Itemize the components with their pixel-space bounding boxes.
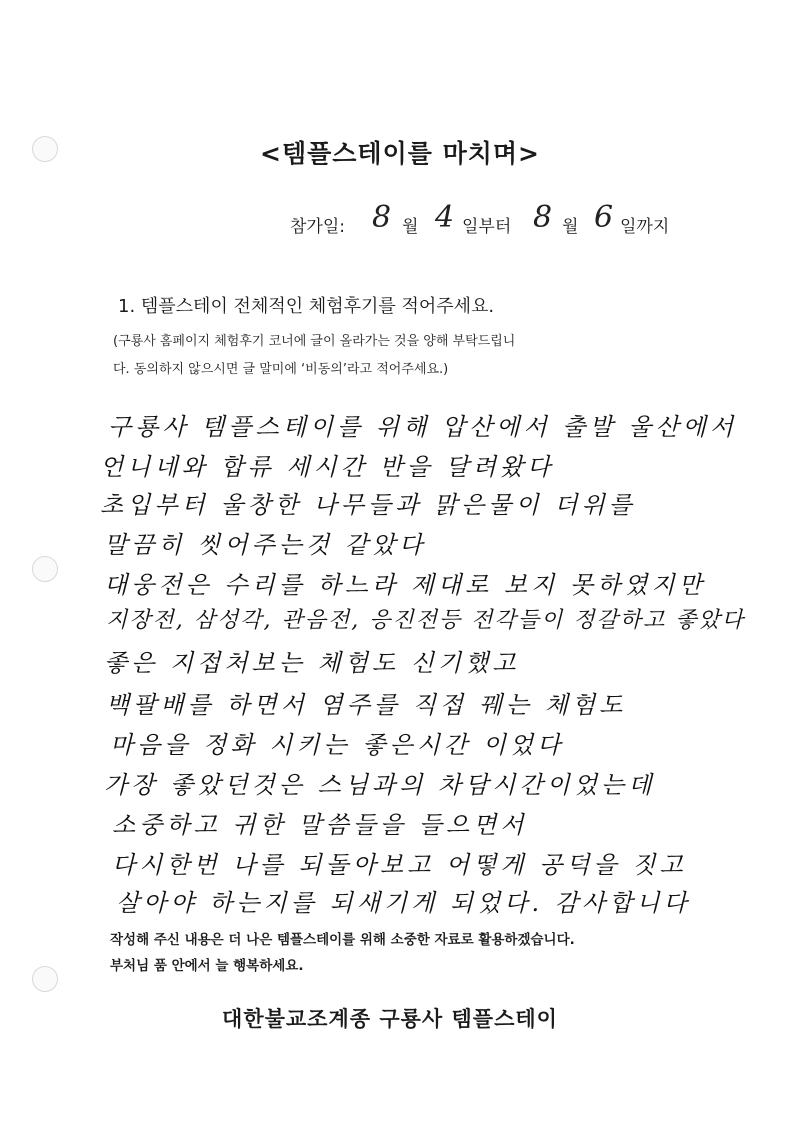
footer-line-2: 부처님 품 안에서 늘 행복하세요. <box>110 958 304 974</box>
handwritten-line: 마음을 정화 시키는 좋은시간 이었다 <box>110 731 565 759</box>
handwritten-line: 살아야 하는지를 되새기게 되었다. 감사합니다 <box>116 889 691 917</box>
handwritten-line: 말끔히 씻어주는것 같았다 <box>104 531 427 559</box>
page-title: <템플스테이를 마치며> <box>260 139 540 168</box>
handwritten-line: 소중하고 귀한 말씀들을 들으면서 <box>112 811 528 839</box>
handwritten-line: 언니네와 합류 세시간 반을 달려왔다 <box>100 453 555 481</box>
footer-line-1: 작성해 주신 내용은 더 나은 템플스테이를 위해 소중한 자료로 활용하겠습니다. <box>110 932 575 948</box>
consent-note-line-2: 다. 동의하지 않으시면 글 말미에 ‘비동의’라고 적어주세요.) <box>113 362 449 377</box>
handwritten-line: 좋은 지접처보는 체험도 신기했고 <box>104 649 520 677</box>
question-1: 1. 템플스테이 전체적인 체험후기를 적어주세요. <box>118 296 495 317</box>
handwritten-line: 지장전, 삼성각, 관음전, 응진전등 전각들이 정갈하고 좋았다 <box>106 608 745 633</box>
month-unit-2: 월 <box>562 217 579 237</box>
handwritten-line: 가장 좋았던것은 스님과의 차담시간이었는데 <box>104 771 656 799</box>
end-day-value: 6 <box>594 200 614 235</box>
until-text: 일까지 <box>620 217 670 237</box>
start-day-value: 4 <box>435 200 455 235</box>
organization-name: 대한불교조계종 구룡사 템플스테이 <box>222 1007 558 1031</box>
participation-dates <box>290 200 710 246</box>
start-month-value: 8 <box>372 200 392 235</box>
handwritten-line: 다시한번 나를 되돌아보고 어떻게 공덕을 짓고 <box>112 851 687 879</box>
month-unit-1: 월 <box>402 217 419 237</box>
end-month-value: 8 <box>533 200 553 235</box>
handwritten-line: 대웅전은 수리를 하느라 제대로 보지 못하였지만 <box>104 571 706 599</box>
from-text: 일부터 <box>462 217 512 237</box>
handwritten-line: 백팔배를 하면서 염주를 직접 꿰는 체험도 <box>106 691 627 719</box>
consent-note-line-1: (구룡사 홈페이지 체험후기 코너에 글이 올라가는 것을 양해 부탁드립니 <box>113 334 516 349</box>
dates-label: 참가일: <box>290 217 345 237</box>
handwritten-line: 구룡사 템플스테이를 위해 압산에서 출발 울산에서 <box>108 413 738 441</box>
handwritten-line: 초입부터 울창한 나무들과 맑은물이 더위를 <box>100 491 636 519</box>
